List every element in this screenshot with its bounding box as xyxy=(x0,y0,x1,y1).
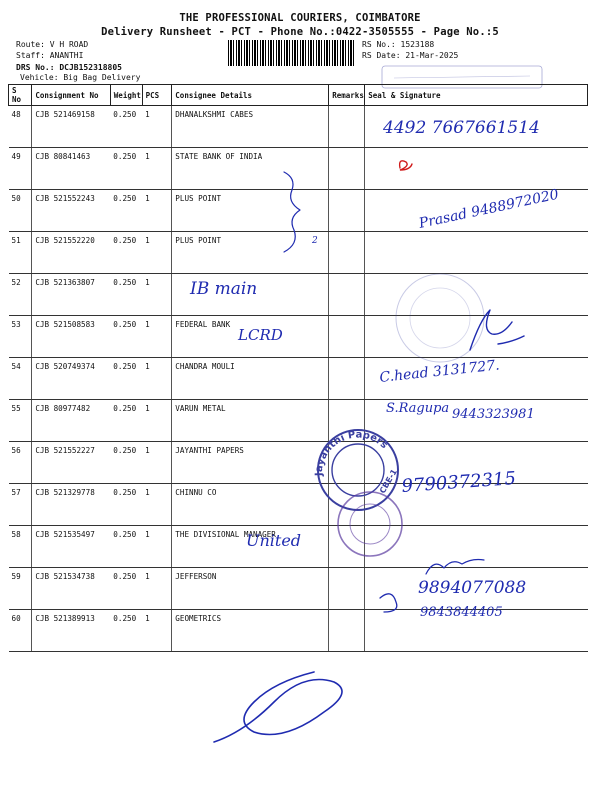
cell-weight: 0.250 xyxy=(110,400,142,442)
signature-row-55-phone: 9443323981 xyxy=(452,407,535,422)
signature-row-57: 9790372315 xyxy=(400,468,517,497)
cell-consignee: CHINNU CO xyxy=(172,484,329,526)
cell-consignee: JAYANTHI PAPERS xyxy=(172,442,329,484)
signature-row-54: C.head 3131727. xyxy=(378,357,501,386)
stamp-city: CBE-1 xyxy=(377,467,399,495)
table-row xyxy=(9,148,588,190)
cell-seal xyxy=(365,232,588,274)
cell-remarks xyxy=(329,442,365,484)
signature-row-59: 9894077088 xyxy=(418,578,527,598)
cell-consignee: GEOMETRICS xyxy=(172,610,329,652)
note-row-52: IB main xyxy=(190,279,258,299)
brace-count: 2 xyxy=(312,236,318,246)
cell-seal xyxy=(365,400,588,442)
cell-remarks xyxy=(329,358,365,400)
note-row-53: LCRD xyxy=(238,326,283,344)
table-row xyxy=(9,484,588,526)
cell-pcs: 1 xyxy=(142,106,172,148)
staff-label: Staff: ANANTHI xyxy=(16,51,84,60)
cell-weight: 0.250 xyxy=(110,232,142,274)
cell-sno: 59 xyxy=(9,568,32,610)
cell-remarks xyxy=(329,232,365,274)
cell-seal xyxy=(365,190,588,232)
cell-pcs: 1 xyxy=(142,148,172,190)
drs-label: DRS No.: DCJB152318805 xyxy=(16,63,122,72)
signature-row-55-name: S.Ragupa xyxy=(386,401,450,416)
cell-pcs: 1 xyxy=(142,442,172,484)
cell-consignment: CJB 521469158 xyxy=(32,106,110,148)
cell-remarks xyxy=(329,526,365,568)
cell-weight: 0.250 xyxy=(110,358,142,400)
cell-seal xyxy=(365,610,588,652)
note-row-58: United xyxy=(246,531,302,550)
barcode-image xyxy=(228,40,356,66)
table-row xyxy=(9,190,588,232)
cell-consignment: CJB 521535497 xyxy=(32,526,110,568)
table-row xyxy=(9,400,588,442)
cell-pcs: 1 xyxy=(142,316,172,358)
table-row xyxy=(9,526,588,568)
cell-seal xyxy=(365,148,588,190)
table-row xyxy=(9,358,588,400)
table-row xyxy=(9,274,588,316)
col-header-remarks: Remarks xyxy=(329,85,365,106)
cell-pcs: 1 xyxy=(142,484,172,526)
cell-consignment: CJB 520749374 xyxy=(32,358,110,400)
cell-weight: 0.250 xyxy=(110,316,142,358)
cell-consignee: THE DIVISIONAL MANAGER xyxy=(172,526,329,568)
cell-weight: 0.250 xyxy=(110,568,142,610)
cell-seal xyxy=(365,568,588,610)
cell-consignee: CHANDRA MOULI xyxy=(172,358,329,400)
cell-consignee: STATE BANK OF INDIA xyxy=(172,148,329,190)
cell-sno: 55 xyxy=(9,400,32,442)
company-title: THE PROFESSIONAL COURIERS, COIMBATORE xyxy=(179,12,421,24)
cell-consignment: CJB 521552243 xyxy=(32,190,110,232)
cell-pcs: 1 xyxy=(142,274,172,316)
bottom-signature xyxy=(214,672,342,742)
col-header-sno: S No xyxy=(9,85,32,106)
col-header-consignment: Consignment No xyxy=(32,85,110,106)
cell-sno: 60 xyxy=(9,610,32,652)
cell-remarks xyxy=(329,400,365,442)
cell-seal xyxy=(365,316,588,358)
table-row xyxy=(9,442,588,484)
table-row xyxy=(9,610,588,652)
cell-consignment: CJB 521508583 xyxy=(32,316,110,358)
table-row xyxy=(9,568,588,610)
cell-pcs: 1 xyxy=(142,568,172,610)
cell-consignment: CJB 521552220 xyxy=(32,232,110,274)
stamp-text: Jayanthi Papers xyxy=(313,429,390,477)
table-row xyxy=(9,316,588,358)
cell-seal xyxy=(365,358,588,400)
cell-remarks xyxy=(329,106,365,148)
table-row xyxy=(9,106,588,148)
cell-consignee: JEFFERSON xyxy=(172,568,329,610)
table-row xyxy=(9,232,588,274)
cell-consignment: CJB 80977482 xyxy=(32,400,110,442)
cell-pcs: 1 xyxy=(142,232,172,274)
cell-seal xyxy=(365,274,588,316)
delivery-table xyxy=(8,84,588,652)
col-header-weight: Weight xyxy=(110,85,142,106)
cell-pcs: 1 xyxy=(142,610,172,652)
cell-weight: 0.250 xyxy=(110,526,142,568)
cell-sno: 48 xyxy=(9,106,32,148)
cell-seal xyxy=(365,442,588,484)
cell-consignment: CJB 521534738 xyxy=(32,568,110,610)
rs-date-label: RS Date: 21-Mar-2025 xyxy=(362,51,459,60)
col-header-consignee: Consignee Details xyxy=(172,85,329,106)
cell-consignment: CJB 521389913 xyxy=(32,610,110,652)
table-header-row xyxy=(9,85,588,106)
cell-weight: 0.250 xyxy=(110,610,142,652)
cell-sno: 51 xyxy=(9,232,32,274)
signature-row-51: Prasad 9488972020 xyxy=(417,186,561,232)
cell-sno: 53 xyxy=(9,316,32,358)
cell-sno: 54 xyxy=(9,358,32,400)
cell-pcs: 1 xyxy=(142,400,172,442)
cell-pcs: 1 xyxy=(142,190,172,232)
signature-row-48: 4492 7667661514 xyxy=(383,118,540,138)
cell-consignment: CJB 521363807 xyxy=(32,274,110,316)
rs-no-label: RS No.: 1523188 xyxy=(362,40,435,49)
cell-seal xyxy=(365,526,588,568)
cell-consignment: CJB 521329778 xyxy=(32,484,110,526)
cell-consignment: CJB 521552227 xyxy=(32,442,110,484)
cell-consignee: FEDERAL BANK xyxy=(172,316,329,358)
col-header-pcs: PCS xyxy=(142,85,172,106)
cell-consignee: PLUS POINT xyxy=(172,190,329,232)
cell-weight: 0.250 xyxy=(110,190,142,232)
cell-weight: 0.250 xyxy=(110,106,142,148)
cell-sno: 49 xyxy=(9,148,32,190)
runsheet-subtitle: Delivery Runsheet - PCT - Phone No.:0422-3505555 - Page No.:5 xyxy=(101,26,499,38)
cell-weight: 0.250 xyxy=(110,484,142,526)
cell-consignee xyxy=(172,274,329,316)
cell-pcs: 1 xyxy=(142,526,172,568)
cell-sno: 57 xyxy=(9,484,32,526)
cell-consignee: PLUS POINT xyxy=(172,232,329,274)
cell-remarks xyxy=(329,274,365,316)
col-header-seal: Seal & Signature xyxy=(365,85,588,106)
cell-consignment: CJB 80841463 xyxy=(32,148,110,190)
signature-row-60: 9843844405 xyxy=(420,605,503,620)
cell-consignee: DHANALKSHMI CABES xyxy=(172,106,329,148)
cell-sno: 56 xyxy=(9,442,32,484)
vehicle-label: Vehicle: Big Bag Delivery xyxy=(20,73,141,82)
cell-remarks xyxy=(329,316,365,358)
cell-seal xyxy=(365,484,588,526)
cell-consignee: VARUN METAL xyxy=(172,400,329,442)
cell-weight: 0.250 xyxy=(110,274,142,316)
cell-remarks xyxy=(329,190,365,232)
cell-sno: 58 xyxy=(9,526,32,568)
cell-remarks xyxy=(329,568,365,610)
cell-seal xyxy=(365,106,588,148)
cell-sno: 52 xyxy=(9,274,32,316)
cell-remarks xyxy=(329,148,365,190)
route-label: Route: V H ROAD xyxy=(16,40,89,49)
cell-remarks xyxy=(329,484,365,526)
cell-remarks xyxy=(329,610,365,652)
cell-weight: 0.250 xyxy=(110,148,142,190)
cell-pcs: 1 xyxy=(142,358,172,400)
cell-weight: 0.250 xyxy=(110,442,142,484)
cell-sno: 50 xyxy=(9,190,32,232)
